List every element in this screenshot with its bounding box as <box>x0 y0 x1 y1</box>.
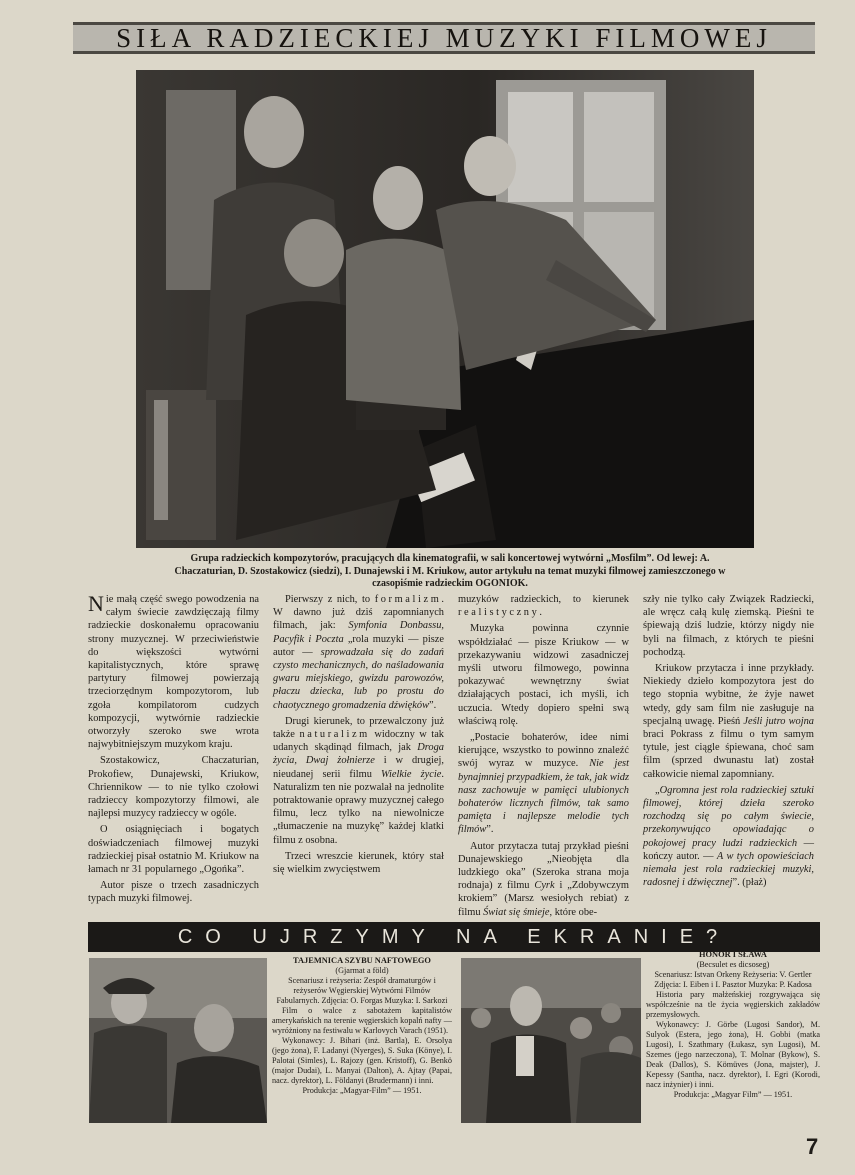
italic-run: Droga życia, Dwaj żołnierze <box>273 742 444 767</box>
paragraph <box>273 715 444 847</box>
film-credits: Scenariusz: Istvan Orkeny Reżyseria: V. Gertler Zdjęcia: I. Eiben i I. Pasztor Muzyka: P. Kadosa <box>654 970 812 989</box>
film-description: Film o walce z sabotażem kapitalistów amerykańskich na terenie węgierskich kopalń nafty — wyróżniony na festiwalu w Karlovych Varach (1951). <box>272 1006 452 1035</box>
paragraph: Trzeci wreszcie kierunek, który stał się wielkim zwycięstwem <box>273 850 444 876</box>
film-original-title: (Becsulet es dicsoseg) <box>696 960 770 969</box>
text-run: ”. <box>429 699 437 711</box>
text-run: widoczny w tak udanych skądinąd filmach, jak <box>273 729 445 754</box>
spaced-term: naturalizm <box>299 729 370 741</box>
text-run: i „Zdobywczym krokiem” (Marsz wesiołych rebiat) z filmu <box>458 880 629 918</box>
film-still-2 <box>461 958 641 1123</box>
paragraph <box>458 840 629 919</box>
film-listing-2 <box>646 950 820 1100</box>
headline: SIŁA RADZIECKIEJ MUZYKI FILMOWEJ <box>116 22 772 53</box>
film-description: Historia pary małżeńskiej rozgrywająca się współcześnie na tle życia węgierskich zakładów przemysłowych. <box>646 990 820 1019</box>
paragraph: Muzyka powinna czynnie współdziałać — pisze Kriukow — w przekazywaniu widzowi zasadniczej myśli utworu filmowego, powinna pokazywać wewnętrzny świat działających postaci, ich myśli, ich uczucia. Wtedy dopiero spełni swą właściwą rolę. <box>458 623 629 727</box>
paragraph-text: ie małą część swego powodzenia na całym świecie zawdzięczają filmy radzieckie doskonałemu opracowaniu strony muzycznej. W przeciwieństwie do większości wytwórni kapitalistycznych, które sprawę partytury filmowej powierzają trzeciorzędnym kompozytorom, lub zgoła kompilatorom cudzych kompozycji, wytwórnie radzieckie otworzyły szeroko swe wrota najwybitniejszym muzykom kraju. <box>88 594 259 751</box>
italic-run: Świat się śmieje <box>483 906 550 918</box>
film-title: TAJEMNICA SZYBU NAFTOWEGO <box>293 956 431 965</box>
italic-run: A w tych opowieściach niemała jest rola radzieckiej muzyki, radosnej i dźwięcznej <box>643 850 814 889</box>
italic-run: Jeśli jutro wojna <box>743 715 814 727</box>
paragraph <box>88 593 259 751</box>
article-column-3 <box>458 593 629 918</box>
paragraph <box>643 784 814 890</box>
paragraph: Szostakowicz, Chaczaturian, Prokofiew, Dunajewski, Kriukow, Chriennikow — to nie tylko czołowi radzieccy kompozytorzy filmowi, ale najlepsi muzycy radzieccy w ogóle. <box>88 755 259 820</box>
article-columns <box>88 591 814 918</box>
text-run: ”. (płaż) <box>732 877 767 889</box>
italic-run: Symfonia Donbassu, Pacyfik i Poczta <box>273 620 445 645</box>
text-run: , które obe- <box>549 906 598 918</box>
film-listing-1 <box>272 956 452 1096</box>
text-run: braci Pokrass z filmu o tym samym tytule, jest ciągle śpiewana, choć sam film (sprzed dwunastu lat) został całkowicie niemal zapomniany. <box>643 729 814 780</box>
film-title: HONOR I SŁAWA <box>699 950 767 959</box>
paragraph <box>643 662 814 781</box>
film-original-title: (Gjarmat a föld) <box>335 966 389 975</box>
text-run: Autor przytacza tutaj przykład pieśni Dunajewskiego „Nieobjęta dla ludzkiego oka” (Szeroka strana moja rodnaja) z filmu <box>458 840 629 892</box>
text-run: „rola muzyki — pisze autor — <box>273 633 444 658</box>
film-cast: Wykonawcy: J. Bihari (inż. Bartla), E. Orsolya (jego żona), F. Ladanyi (Nyerges), S. Suka (Könye), I. Palotai (Simles), L. Rajozy (gen. Kristoff), G. Benkö (major Dudai), L. Manyai (Dalton), A. Ajtay (Papai, nacz. dyrektor), L. Földanyi (Brudermann) i inni. <box>272 1036 452 1085</box>
text-run: Pierwszy z nich, to <box>285 594 375 605</box>
italic-run: Wielkie życie <box>380 768 442 780</box>
italic-run: sprowadzała się do zadań czysto mechanicznych, do naśladowania gwaru miejskiego, gwizdu parowozów, płaczu dziecka, lub po prostu do chaotycznego gromadzenia dźwięków <box>273 646 445 711</box>
text-run: . <box>539 607 543 619</box>
text-run: „ <box>655 784 660 796</box>
text-run: muzyków radzieckich, to kierunek <box>458 594 629 605</box>
text-run: . Naturalizm ten nie pozwalał na jednolite potraktowanie oprawy muzycznej całego filmu, lecz tylko na niewolnicze „tłumaczenie na muzykę” każdej klatki filmu z osobna. <box>273 768 444 846</box>
spaced-term: realistyczny <box>458 607 540 619</box>
article-column-2 <box>273 593 444 905</box>
text-run: Kriukow przytacza i inne przykłady. Niekiedy dzieło kompozytora jest do tego stopnia wybitne, że żyje nawet wtedy, gdy sam film nie zasługuje na specjalną uwagę. Pieśń <box>643 663 814 727</box>
text-run: i w drugiej, nieudanej serii filmu <box>273 755 444 780</box>
paragraph: Autor pisze o trzech zasadniczych typach muzyki filmowej. <box>88 880 259 905</box>
film-still-2-illustration <box>461 958 641 1123</box>
spaced-term: formalizm <box>374 594 442 605</box>
section-banner <box>88 922 820 952</box>
film-still-1 <box>89 958 267 1123</box>
text-run: — kończy autor. — <box>643 837 814 862</box>
paragraph <box>273 593 444 712</box>
paragraph <box>458 731 629 837</box>
italic-run: Nie jest bynajmniej przypadkiem, że tak, jak widz nasz zachowuje w pamięci ulubionych bohaterów licznych filmów, tak samo pamięta i najlepsze melodie tych filmów <box>458 758 629 836</box>
film-still-1-illustration <box>89 958 267 1123</box>
composers-photo-illustration <box>136 70 754 548</box>
composers-photo <box>136 70 754 548</box>
drop-cap: N <box>88 591 104 616</box>
film-cast: Wykonawcy: J. Görbe (Lugosi Sandor), M. Sulyok (Estera, jego żona), H. Gobbi (matka Lugosi), I. Szathmary (Łukasz, syn Lugosi), M. Szemes (jego narzeczona), T. Molnar (Bykow), S. Deak (Dallos), S. Kömüves (Jona, majster), J. Kepessy (Santha, nacz. dyrektor), I. Egri (Korodi, nacz inżynier) i inni. <box>646 1020 820 1089</box>
photo-caption: Grupa radzieckich kompozytorów, pracujących dla kinematografii, w sali koncertowej wytwórni „Mosfilm”. Od lewej: A. Chaczaturian, D. Szostakowicz (siedzi), I. Dunajewski i M. Kriukow, autor artykułu na temat muzyki filmowej zamieszczonego w czasopiśmie radzieckim OGONIOK. <box>174 553 726 589</box>
paragraph: szły nie tylko cały Związek Radziecki, ale wręcz całą kulę ziemską. Pieśni te śpiewają dziś ludzie, którzy nigdy nie byli na filmach, z których te pieśni pochodzą. <box>643 594 814 658</box>
section-banner-title: CO UJRZYMY NA EKRANIE? <box>177 925 731 948</box>
film-credits: Scenariusz i reżyseria: Zespół dramaturgów i reżyserów Węgierskiej Wytwórni Filmów Fabularnych. Zdjęcia: O. Forgas Muzyka: I. Sarkozi <box>276 976 448 1005</box>
article-column-4 <box>643 593 814 905</box>
film-production: Produkcja: „Magyar Film” — 1951. <box>673 1090 793 1099</box>
film-production: Produkcja: „Magyar-Film” — 1951. <box>302 1086 422 1095</box>
paragraph: O osiągnięciach i bogatych doświadczeniach filmowej muzyki radzieckiej pisał ostatnio M. Kriukow na łamach nr 31 popularnego „Ogońka”. <box>88 824 259 876</box>
text-run: . W dawno już dziś zapomnianych filmach, jak: <box>273 594 444 632</box>
headline-bar <box>73 22 815 54</box>
text-run: Drugi kierunek, to przewalczony już także <box>273 715 444 741</box>
italic-run: Ogromna jest rola radzieckiej sztuki filmowej, której dzieła szeroko rozchodzą się po całym świecie, przekonywująco opowiadając o pokojowej pracy ludzi radzieckich <box>643 784 814 849</box>
article-column-1 <box>88 593 259 905</box>
text-run: ”. <box>486 824 494 836</box>
paragraph <box>458 593 629 619</box>
page-number: 7 <box>806 1134 819 1159</box>
italic-run: Cyrk <box>534 880 555 892</box>
text-run: „Postacie bohaterów, idee nimi kierujące, wszystko to powinno znaleźć swój wyraz w muzyce. <box>458 732 629 770</box>
